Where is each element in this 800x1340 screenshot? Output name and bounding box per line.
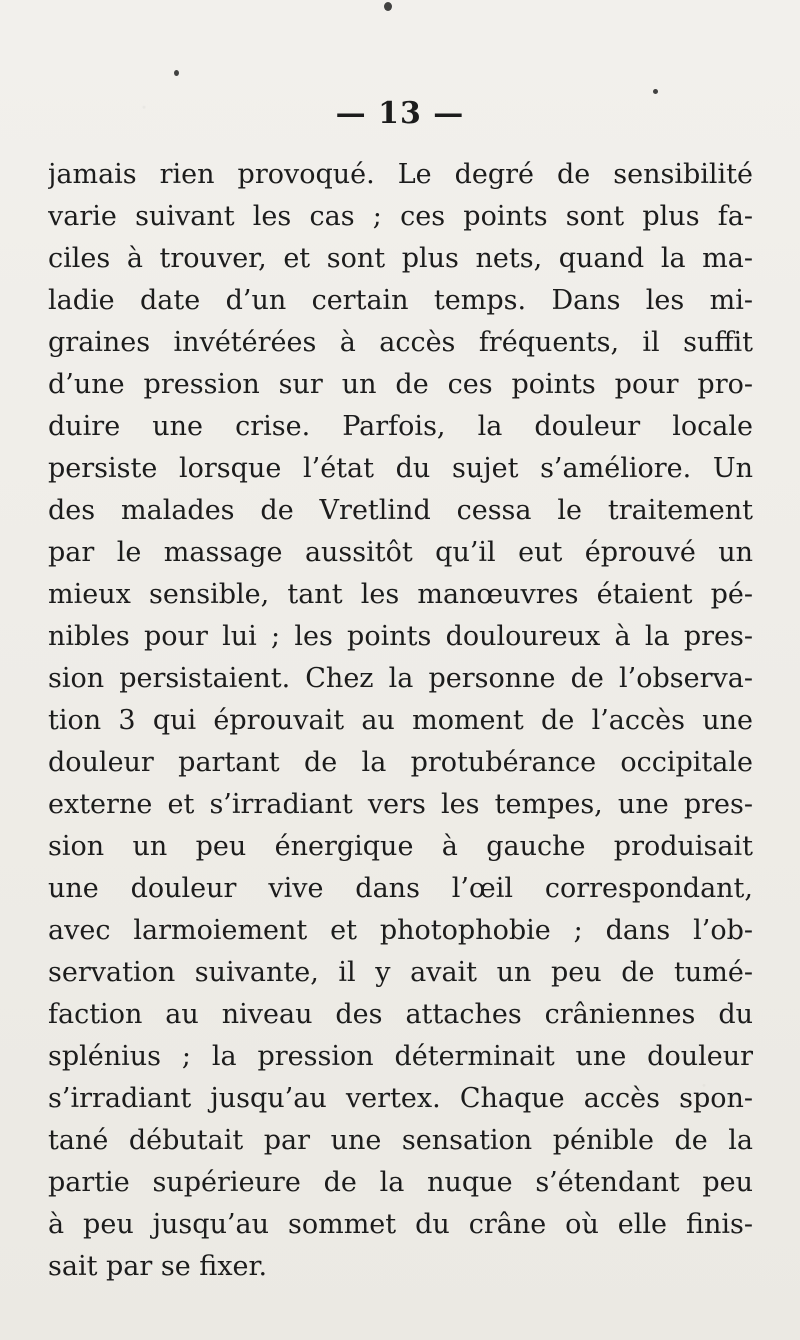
ink-speck	[174, 70, 179, 76]
text-line: d’une pression sur un de ces points pour pro-	[48, 369, 753, 400]
text-line: splénius ; la pression déterminait une douleur	[48, 1041, 753, 1072]
text-line: ladie date d’un certain temps. Dans les mi-	[48, 285, 753, 316]
ink-speck	[653, 89, 658, 94]
text-line: sion persistaient. Chez la personne de l’observa-	[48, 663, 753, 694]
text-line: tané débutait par une sensation pénible de la	[48, 1125, 753, 1156]
text-line: varie suivant les cas ; ces points sont plus fa-	[48, 201, 753, 232]
text-line: faction au niveau des attaches crâniennes du	[48, 999, 753, 1030]
text-line: à peu jusqu’au sommet du crâne où elle finis-	[48, 1209, 753, 1240]
text-line: ciles à trouver, et sont plus nets, quand la ma-	[48, 243, 753, 274]
text-line: une douleur vive dans l’œil correspondant,	[48, 873, 753, 904]
text-line: par le massage aussitôt qu’il eut éprouvé un	[48, 537, 753, 568]
text-line: graines invétérées à accès fréquents, il suffit	[48, 327, 753, 358]
text-line: s’irradiant jusqu’au vertex. Chaque accès spon-	[48, 1083, 753, 1114]
text-line: douleur partant de la protubérance occipitale	[48, 747, 753, 778]
text-line: persiste lorsque l’état du sujet s’améliore. Un	[48, 453, 753, 484]
text-line: servation suivante, il y avait un peu de tumé-	[48, 957, 753, 988]
text-line: nibles pour lui ; les points douloureux à la pres-	[48, 621, 753, 652]
page-number: — 13 —	[335, 96, 465, 131]
text-line: duire une crise. Parfois, la douleur locale	[48, 411, 753, 442]
text-line: sait par se fixer.	[48, 1251, 268, 1282]
text-line: mieux sensible, tant les manœuvres étaient pé-	[48, 579, 753, 610]
text-line: des malades de Vretlind cessa le traitement	[48, 495, 753, 526]
text-line: avec larmoiement et photophobie ; dans l’ob-	[48, 915, 753, 946]
text-line: sion un peu énergique à gauche produisait	[48, 831, 753, 862]
text-line: partie supérieure de la nuque s’étendant peu	[48, 1167, 753, 1198]
text-line: tion 3 qui éprouvait au moment de l’accès une	[48, 705, 753, 736]
ink-speck	[384, 2, 392, 11]
text-line: externe et s’irradiant vers les tempes, une pres-	[48, 789, 753, 820]
text-line: jamais rien provoqué. Le degré de sensibilité	[48, 159, 753, 190]
